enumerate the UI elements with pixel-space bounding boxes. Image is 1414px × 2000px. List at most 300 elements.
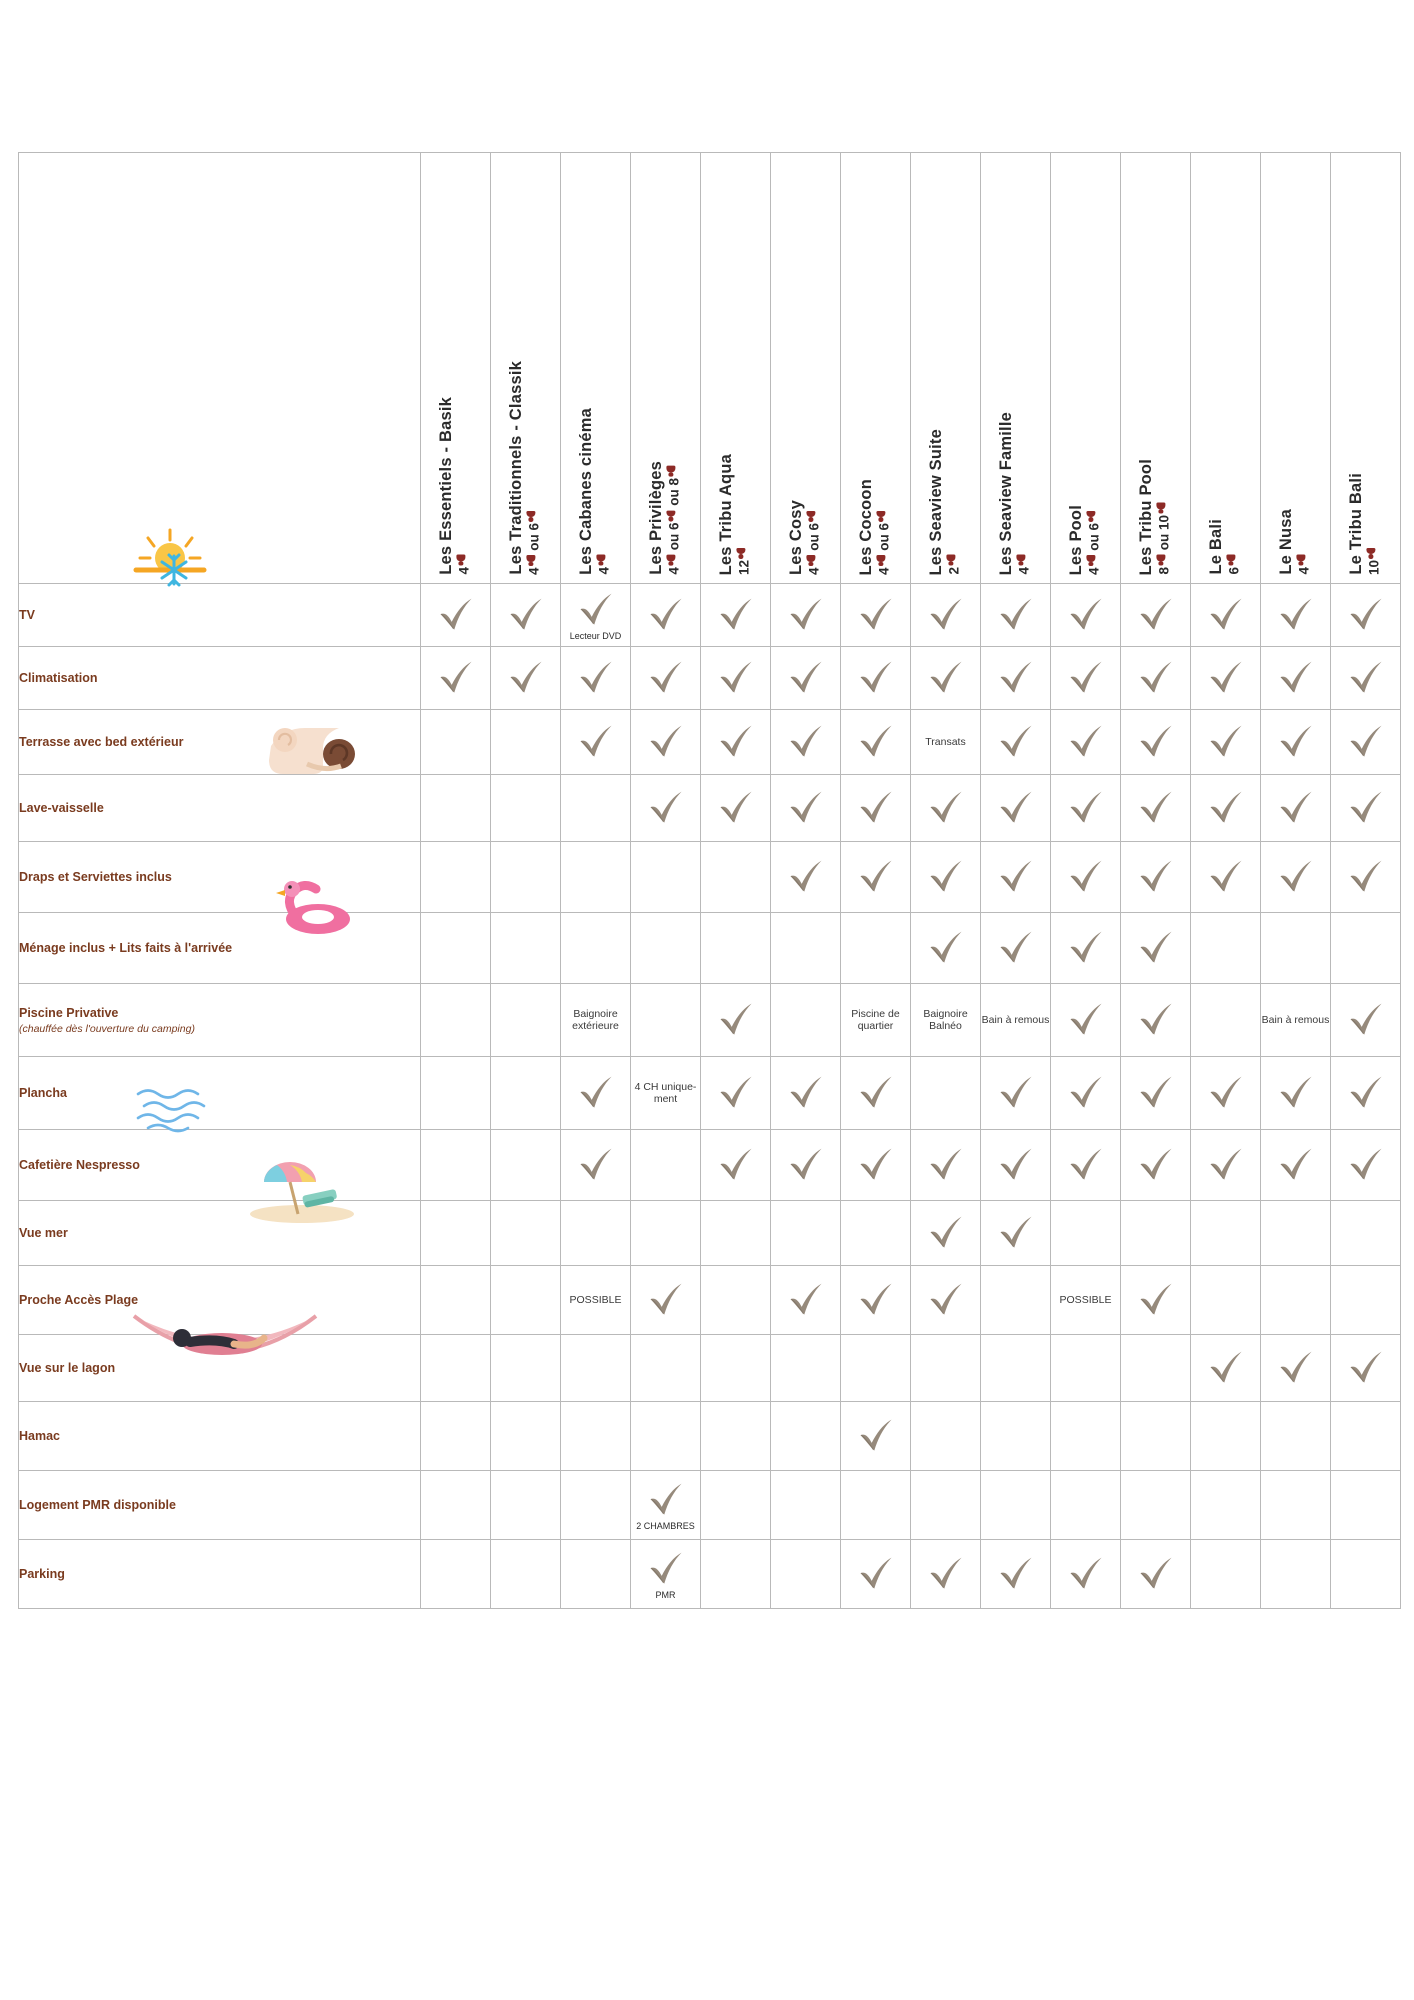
feature-cell	[1191, 775, 1261, 842]
column-header-title: Les Seaview Famille	[997, 411, 1016, 575]
check-icon	[1347, 857, 1385, 897]
check-icon	[717, 1145, 755, 1185]
check-icon	[647, 658, 685, 698]
row-sublabel-text: (chauffée dès l'ouverture du camping)	[19, 1022, 195, 1035]
capacity-value: 4	[877, 567, 893, 575]
feature-cell	[911, 1057, 981, 1130]
check-icon	[997, 595, 1035, 635]
feature-cell	[1121, 984, 1191, 1057]
check-icon	[1067, 1554, 1105, 1594]
cell-note: Bain à remous	[1261, 1013, 1330, 1026]
column-capacity	[456, 554, 472, 575]
row-label-text: TV	[19, 608, 35, 622]
feature-cell	[561, 584, 631, 647]
table-row	[19, 1471, 1401, 1540]
feature-cell	[491, 984, 561, 1057]
feature-cell	[1191, 647, 1261, 710]
capacity-value: 12	[737, 559, 753, 575]
feature-cell	[1331, 1130, 1401, 1201]
cell-note: Baignoire Balnéo	[923, 1007, 968, 1032]
feature-cell	[701, 1130, 771, 1201]
feature-cell	[841, 1471, 911, 1540]
feature-cell	[561, 710, 631, 775]
feature-cell	[1331, 842, 1401, 913]
feature-cell	[1331, 1471, 1401, 1540]
feature-cell	[911, 842, 981, 913]
capacity-value: 4	[527, 567, 543, 575]
check-icon	[1207, 788, 1245, 828]
column-header-3	[561, 153, 631, 584]
feature-cell	[1191, 1201, 1261, 1266]
feature-cell	[981, 1402, 1051, 1471]
feature-cell	[771, 1335, 841, 1402]
feature-cell	[1051, 1130, 1121, 1201]
feature-cell	[561, 1335, 631, 1402]
check-icon	[1277, 1145, 1315, 1185]
feature-cell	[421, 1266, 491, 1335]
feature-cell	[491, 647, 561, 710]
check-icon	[1207, 722, 1245, 762]
feature-cell	[1121, 1130, 1191, 1201]
feature-cell	[421, 1201, 491, 1266]
check-icon	[927, 595, 965, 635]
row-label	[19, 842, 421, 913]
feature-cell	[771, 1540, 841, 1609]
row-label	[19, 1057, 421, 1130]
row-label-text: Hamac	[19, 1429, 60, 1443]
check-icon	[1277, 1073, 1315, 1113]
capacity-value: 4	[1087, 567, 1103, 575]
check-icon	[1137, 857, 1175, 897]
check-icon	[927, 788, 965, 828]
capacity-value-2: ou 6	[667, 522, 683, 551]
check-icon	[787, 857, 825, 897]
feature-cell	[631, 1335, 701, 1402]
feature-cell	[1261, 1266, 1331, 1335]
feature-cell	[631, 1057, 701, 1130]
feature-cell	[491, 584, 561, 647]
feature-cell	[1121, 647, 1191, 710]
column-capacity	[736, 547, 752, 575]
feature-cell	[631, 584, 701, 647]
feature-cell	[841, 1540, 911, 1609]
check-icon	[1067, 1000, 1105, 1040]
feature-cell	[1051, 647, 1121, 710]
feature-cell	[1121, 1402, 1191, 1471]
check-icon	[1277, 658, 1315, 698]
feature-cell	[631, 1402, 701, 1471]
row-label-text: Terrasse avec bed extérieur	[19, 735, 184, 749]
feature-cell	[841, 842, 911, 913]
capacity-value: 4	[667, 567, 683, 575]
column-capacity	[1016, 554, 1032, 575]
feature-cell	[981, 984, 1051, 1057]
table-row	[19, 710, 1401, 775]
person-icon	[1016, 555, 1026, 566]
check-icon	[997, 658, 1035, 698]
check-icon	[577, 722, 615, 762]
capacity-value-2: ou 6	[1087, 522, 1103, 551]
column-header-12	[1191, 153, 1261, 584]
person-icon	[1226, 555, 1236, 566]
capacity-value-2: ou 6	[807, 522, 823, 551]
column-capacity	[876, 510, 892, 575]
cell-note: Piscine de quartier	[851, 1007, 900, 1032]
feature-cell	[1261, 913, 1331, 984]
row-label-text: Vue mer	[19, 1226, 68, 1240]
check-icon	[647, 722, 685, 762]
capacity-value: 10	[1367, 559, 1383, 575]
feature-cell	[701, 647, 771, 710]
feature-cell	[561, 913, 631, 984]
feature-cell	[1191, 1266, 1261, 1335]
feature-cell	[841, 1057, 911, 1130]
feature-cell	[421, 1130, 491, 1201]
check-icon	[1347, 1348, 1385, 1388]
check-icon	[997, 928, 1035, 968]
capacity-value: 2	[947, 567, 963, 575]
check-icon	[577, 1145, 615, 1185]
feature-cell	[1191, 1402, 1261, 1471]
feature-cell	[981, 710, 1051, 775]
feature-cell	[421, 775, 491, 842]
person-icon	[1156, 555, 1166, 566]
column-capacity	[596, 554, 612, 575]
feature-cell	[701, 984, 771, 1057]
check-icon	[1207, 1073, 1245, 1113]
feature-cell	[1051, 1266, 1121, 1335]
check-icon	[1137, 658, 1175, 698]
check-icon	[1137, 1554, 1175, 1594]
check-icon	[647, 1480, 685, 1520]
check-icon	[1137, 1280, 1175, 1320]
feature-cell	[1191, 913, 1261, 984]
feature-cell	[1051, 1540, 1121, 1609]
feature-cell	[981, 1471, 1051, 1540]
feature-cell	[701, 842, 771, 913]
feature-cell	[911, 775, 981, 842]
feature-cell	[911, 984, 981, 1057]
check-icon	[927, 1145, 965, 1185]
check-icon	[1067, 595, 1105, 635]
check-icon	[1347, 1145, 1385, 1185]
feature-cell	[1191, 584, 1261, 647]
check-icon	[1067, 658, 1105, 698]
column-header-title: Le Tribu Bali	[1347, 473, 1366, 575]
feature-cell	[1051, 1057, 1121, 1130]
row-label-text: Plancha	[19, 1086, 67, 1100]
feature-cell	[1051, 1471, 1121, 1540]
check-icon	[857, 788, 895, 828]
feature-cell	[491, 1471, 561, 1540]
person-icon	[876, 511, 886, 522]
table-body	[19, 584, 1401, 1609]
column-capacity	[666, 465, 682, 575]
person-icon	[666, 466, 676, 477]
check-icon	[787, 788, 825, 828]
check-icon	[787, 658, 825, 698]
row-label-text: Piscine Privative	[19, 1005, 119, 1020]
feature-cell	[1331, 1201, 1401, 1266]
check-icon	[927, 1213, 965, 1253]
cell-footnote: 2 CHAMBRES	[636, 1520, 695, 1531]
feature-cell	[701, 584, 771, 647]
check-icon	[927, 658, 965, 698]
feature-cell	[981, 647, 1051, 710]
feature-cell	[561, 647, 631, 710]
feature-cell	[1331, 775, 1401, 842]
feature-cell	[1331, 1266, 1401, 1335]
check-icon	[717, 1000, 755, 1040]
column-header-2	[491, 153, 561, 584]
cell-footnote: PMR	[655, 1589, 676, 1600]
check-icon	[927, 1280, 965, 1320]
row-label-text: Proche Accès Plage	[19, 1293, 139, 1307]
feature-cell	[491, 1335, 561, 1402]
feature-cell	[1121, 1471, 1191, 1540]
feature-cell	[1261, 1057, 1331, 1130]
cell-note: Bain à remous	[981, 1013, 1050, 1026]
feature-cell	[701, 1471, 771, 1540]
feature-cell	[1121, 913, 1191, 984]
column-capacity	[1086, 510, 1102, 575]
row-label	[19, 1130, 421, 1201]
feature-cell	[1051, 710, 1121, 775]
feature-cell	[911, 1335, 981, 1402]
feature-cell	[1261, 1335, 1331, 1402]
feature-cell	[911, 1130, 981, 1201]
check-icon	[857, 1145, 895, 1185]
table-row	[19, 1335, 1401, 1402]
feature-cell	[1331, 584, 1401, 647]
feature-cell	[1331, 1335, 1401, 1402]
check-icon	[647, 788, 685, 828]
check-icon	[1277, 595, 1315, 635]
check-icon	[1067, 928, 1105, 968]
feature-cell	[771, 984, 841, 1057]
feature-cell	[561, 984, 631, 1057]
column-header-13	[1261, 153, 1331, 584]
row-label-text: Lave-vaisselle	[19, 801, 104, 815]
column-capacity	[1156, 502, 1172, 575]
feature-cell	[981, 913, 1051, 984]
check-icon	[1277, 722, 1315, 762]
table-row	[19, 584, 1401, 647]
check-icon	[1207, 857, 1245, 897]
column-header-1	[421, 153, 491, 584]
feature-cell	[631, 775, 701, 842]
feature-cell	[561, 775, 631, 842]
feature-cell	[1121, 775, 1191, 842]
check-icon	[927, 928, 965, 968]
check-icon	[787, 722, 825, 762]
capacity-value: 6	[1227, 567, 1243, 575]
capacity-value-2: ou 6	[877, 522, 893, 551]
person-icon	[736, 548, 746, 559]
feature-cell	[1261, 1402, 1331, 1471]
feature-cell	[631, 647, 701, 710]
feature-cell	[1331, 710, 1401, 775]
table-row	[19, 1201, 1401, 1266]
feature-cell	[841, 1201, 911, 1266]
feature-cell	[981, 1057, 1051, 1130]
feature-cell	[491, 710, 561, 775]
feature-cell	[841, 1266, 911, 1335]
check-icon	[857, 722, 895, 762]
check-icon	[717, 788, 755, 828]
feature-cell	[981, 584, 1051, 647]
feature-cell	[1261, 1130, 1331, 1201]
check-icon	[787, 1073, 825, 1113]
check-icon	[1137, 1000, 1175, 1040]
feature-cell	[771, 913, 841, 984]
feature-cell	[1121, 1266, 1191, 1335]
feature-cell	[491, 1402, 561, 1471]
column-header-4	[631, 153, 701, 584]
check-icon	[927, 1554, 965, 1594]
feature-cell	[561, 1402, 631, 1471]
feature-cell	[561, 1266, 631, 1335]
feature-cell	[561, 1540, 631, 1609]
person-icon	[1086, 511, 1096, 522]
check-icon	[577, 658, 615, 698]
check-icon	[437, 658, 475, 698]
check-icon	[927, 857, 965, 897]
row-label-text: Parking	[19, 1567, 65, 1581]
check-icon	[1067, 1073, 1105, 1113]
feature-cell	[841, 984, 911, 1057]
check-icon	[857, 1280, 895, 1320]
cell-footnote: Lecteur DVD	[569, 630, 622, 641]
feature-cell	[631, 1471, 701, 1540]
row-label-text: Vue sur le lagon	[19, 1361, 116, 1375]
feature-cell	[841, 647, 911, 710]
row-label	[19, 1471, 421, 1540]
person-icon	[806, 555, 816, 566]
check-icon	[1067, 788, 1105, 828]
check-icon	[787, 1280, 825, 1320]
feature-cell	[841, 1335, 911, 1402]
table-row	[19, 1266, 1401, 1335]
column-header-11	[1121, 153, 1191, 584]
check-icon	[717, 595, 755, 635]
feature-cell	[631, 1540, 701, 1609]
column-header-title: Les Pool	[1067, 504, 1086, 575]
cell-note: POSSIBLE	[569, 1293, 622, 1306]
column-header-6	[771, 153, 841, 584]
feature-cell	[981, 1335, 1051, 1402]
check-icon	[787, 1145, 825, 1185]
feature-cell	[701, 1335, 771, 1402]
feature-cell	[421, 647, 491, 710]
table-row	[19, 984, 1401, 1057]
feature-cell	[561, 1130, 631, 1201]
feature-cell	[981, 1130, 1051, 1201]
column-capacity	[806, 510, 822, 575]
check-icon	[997, 1213, 1035, 1253]
feature-cell	[1191, 984, 1261, 1057]
column-header-title: Les Cosy	[787, 500, 806, 575]
cell-note: Baignoire extérieure	[572, 1007, 619, 1032]
check-icon	[997, 1073, 1035, 1113]
column-header-title: Les Tribu Pool	[1137, 458, 1156, 575]
row-label-text: Cafetière Nespresso	[19, 1158, 140, 1172]
person-icon	[666, 555, 676, 566]
person-icon	[946, 555, 956, 566]
column-header-10	[1051, 153, 1121, 584]
check-icon	[647, 1280, 685, 1320]
check-icon	[1207, 658, 1245, 698]
cell-note: 4 CH unique-ment	[634, 1080, 697, 1105]
feature-cell	[491, 913, 561, 984]
feature-cell	[981, 1540, 1051, 1609]
feature-cell	[911, 1201, 981, 1266]
feature-cell	[1331, 913, 1401, 984]
check-icon	[437, 595, 475, 635]
feature-cell	[771, 1266, 841, 1335]
header-corner-cell	[19, 153, 421, 584]
feature-cell	[771, 584, 841, 647]
feature-cell	[561, 1057, 631, 1130]
feature-cell	[421, 710, 491, 775]
feature-cell	[1331, 647, 1401, 710]
feature-cell	[1051, 1335, 1121, 1402]
feature-cell	[631, 984, 701, 1057]
feature-cell	[421, 842, 491, 913]
table-row	[19, 1057, 1401, 1130]
row-label	[19, 647, 421, 710]
feature-cell	[911, 1471, 981, 1540]
column-header-title: Les Essentiels - Basik	[437, 397, 456, 575]
check-icon	[1347, 788, 1385, 828]
feature-cell	[771, 1471, 841, 1540]
person-icon	[526, 511, 536, 522]
feature-cell	[491, 1201, 561, 1266]
row-label	[19, 1540, 421, 1609]
check-icon	[647, 1549, 685, 1589]
column-capacity	[1226, 554, 1242, 575]
feature-cell	[1191, 1130, 1261, 1201]
feature-cell	[1191, 842, 1261, 913]
column-header-14	[1331, 153, 1401, 584]
feature-cell	[771, 710, 841, 775]
feature-cell	[911, 710, 981, 775]
feature-cell	[911, 1402, 981, 1471]
feature-cell	[421, 584, 491, 647]
check-icon	[1137, 928, 1175, 968]
column-header-title: Les Seaview Suite	[927, 428, 946, 575]
check-icon	[507, 595, 545, 635]
person-icon	[666, 511, 676, 522]
check-icon	[997, 788, 1035, 828]
feature-cell	[701, 1402, 771, 1471]
feature-cell	[1121, 1335, 1191, 1402]
check-icon	[997, 722, 1035, 762]
check-icon	[1067, 722, 1105, 762]
capacity-value-2: ou 6	[527, 522, 543, 551]
capacity-value-2: ou 10	[1157, 515, 1173, 551]
feature-cell	[911, 584, 981, 647]
feature-cell	[631, 913, 701, 984]
feature-cell	[1051, 1201, 1121, 1266]
person-icon	[1156, 503, 1166, 514]
accommodation-comparison-table	[18, 152, 1401, 1609]
feature-cell	[1191, 1471, 1261, 1540]
feature-cell	[701, 1266, 771, 1335]
person-icon	[596, 555, 606, 566]
check-icon	[1207, 1348, 1245, 1388]
check-icon	[507, 658, 545, 698]
